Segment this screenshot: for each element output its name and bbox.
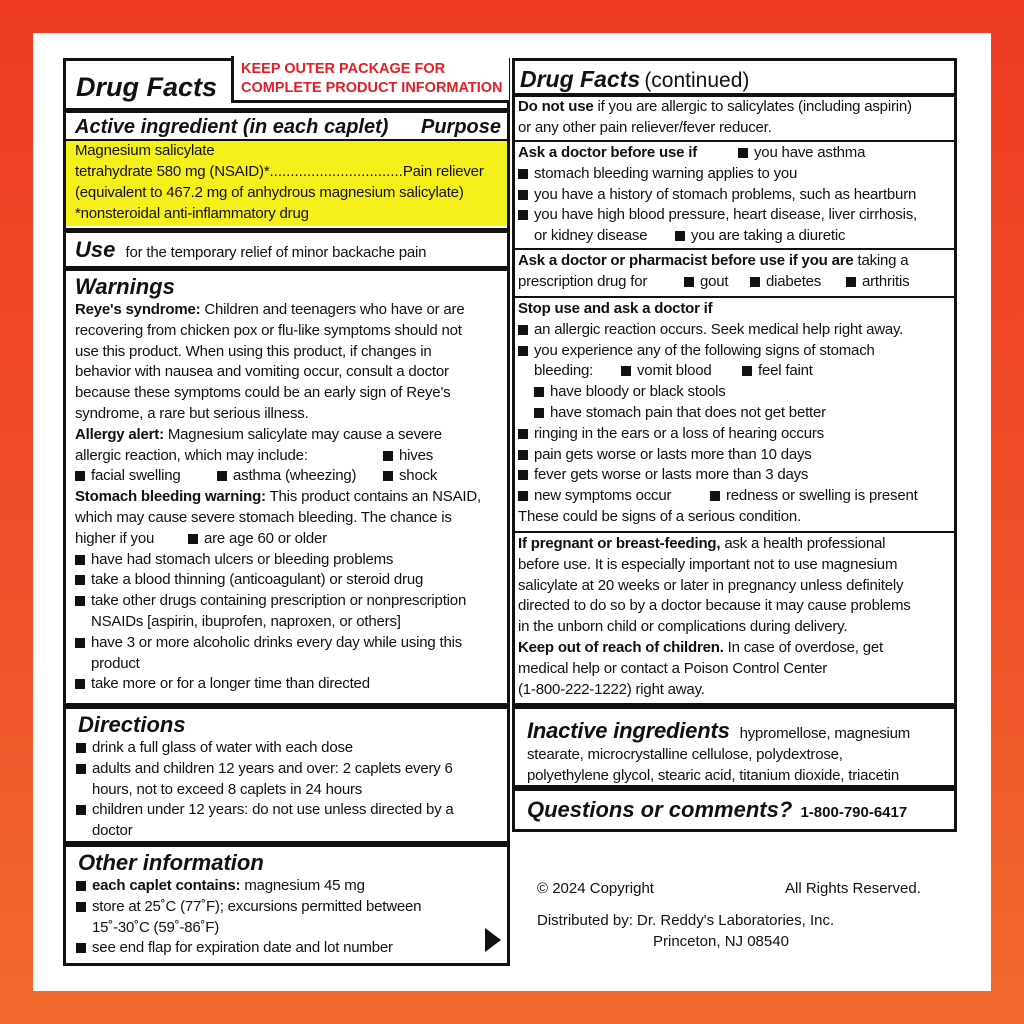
inactive-line: stearate, microcrystalline cellulose, polydextrose, (527, 745, 843, 763)
leader-dots: ................................ (269, 163, 403, 180)
reye-line: recovering from chicken pox or flu-like symptoms should not (75, 321, 462, 339)
distributor-city: Princeton, NJ 08540 (653, 933, 789, 950)
stop-use-subitem: vomit blood (621, 361, 712, 382)
play-arrow-icon (485, 928, 501, 952)
drug-facts-title: Drug Facts (76, 72, 218, 102)
questions-section (527, 797, 907, 824)
do-not-use-line: or any other pain reliever/fever reducer. (518, 118, 772, 136)
stomach-item: take more or for a longer time than directed (75, 674, 505, 695)
purpose-value: Pain reliever (402, 163, 484, 180)
ask-pharmacist-item: gout (684, 272, 728, 293)
pregnancy-label: If pregnant or breast-feeding, (518, 535, 721, 552)
divider (63, 266, 510, 271)
ask-pharmacist-section (518, 251, 953, 293)
use-text: for the temporary relief of minor backache pain (125, 244, 427, 261)
reye-line: syndrome, a rare but serious illness. (75, 404, 309, 422)
stop-use-item: pain gets worse or lasts more than 10 days (518, 445, 953, 466)
active-line-3: (equivalent to 467.2 mg of anhydrous magnesium salicylate) (75, 184, 464, 201)
stop-use-item: an allergic reaction occurs. Seek medical help right away. (518, 320, 953, 341)
purpose-heading: Purpose (421, 116, 502, 138)
stomach-line: This product contains an NSAID, (269, 488, 481, 506)
stop-use-item: redness or swelling is present (710, 486, 918, 507)
directions-heading: Directions (78, 712, 186, 737)
inactive-line: hypromellose, magnesium (739, 725, 911, 742)
ask-doctor-item: stomach bleeding warning applies to you (518, 164, 953, 185)
all-rights: All Rights Reserved. (785, 880, 921, 897)
allergy-line: allergic reaction, which may include: (75, 446, 308, 464)
pregnancy-line: in the unborn child or complications during delivery. (518, 618, 848, 636)
stop-use-label: Stop use and ask a doctor if (518, 300, 713, 317)
ask-doctor-label: Ask a doctor before use if (518, 144, 698, 161)
directions-item: drink a full glass of water with each dose (76, 738, 506, 759)
ask-doctor-section (518, 143, 953, 247)
use-section (75, 237, 426, 264)
pregnancy-line: salicylate at 20 weeks or later in pregnancy unless definitely (518, 576, 904, 594)
ask-doctor-item: you are taking a diuretic (675, 226, 845, 247)
keep-out-line: (1-800-222-1222) right away. (518, 680, 705, 698)
warnings-body (75, 300, 505, 695)
directions-list (76, 738, 506, 842)
use-heading: Use (75, 237, 116, 262)
stomach-item: take other drugs containing prescription or nonprescription (75, 591, 505, 612)
active-line-1: Magnesium salicylate (75, 142, 215, 159)
keep-out-label: Keep out of reach of children. (518, 638, 724, 656)
reye-line: because these symptoms could be an early sign of Reye's (75, 384, 451, 402)
stop-use-subitem: feel faint (742, 361, 813, 382)
stop-use-item: you experience any of the following signs of stomach (518, 341, 953, 362)
inactive-line: polyethylene glycol, stearic acid, titanium dioxide, triacetin (527, 766, 899, 784)
ask-pharmacist-line: prescription drug for (518, 272, 648, 290)
distributor: Distributed by: Dr. Reddy's Laboratories, Inc. (537, 912, 835, 929)
allergy-line: Magnesium salicylate may cause a severe (167, 425, 442, 443)
ask-pharmacist-label: Ask a doctor or pharmacist before use if you are (518, 252, 854, 269)
allergy-item: facial swelling (75, 467, 181, 484)
other-info-list (76, 876, 486, 959)
allergy-item: asthma (wheezing) (217, 466, 356, 487)
stomach-line: which may cause severe stomach bleeding. The chance is (75, 508, 452, 526)
allergy-item: shock (383, 466, 437, 487)
divider (512, 140, 957, 142)
stop-use-item-cont: bleeding: (534, 362, 594, 380)
stop-use-subitem: have stomach pain that does not get better (534, 403, 953, 424)
ask-doctor-item: you have high blood pressure, heart disease, liver cirrhosis, (518, 205, 953, 226)
do-not-use-section (518, 97, 953, 139)
ask-pharmacist-item: diabetes (750, 272, 821, 293)
ask-doctor-item: you have asthma (738, 143, 865, 164)
stomach-label: Stomach bleeding warning: (75, 488, 266, 506)
active-line-2 (75, 162, 505, 183)
stomach-item-cont: NSAIDs [aspirin, ibuprofen, naproxen, or others] (91, 612, 401, 630)
divider (512, 296, 957, 298)
stomach-item: have had stomach ulcers or bleeding problems (75, 550, 505, 571)
stop-use-item: new symptoms occur (518, 487, 671, 504)
allergy-item: hives (383, 446, 433, 467)
questions-heading: Questions or comments? (527, 797, 793, 822)
divider (63, 108, 510, 113)
keep-out-line: In case of overdose, get (727, 638, 883, 656)
pregnancy-line: directed to do so by a doctor because it may cause problems (518, 597, 911, 615)
ask-pharmacist-item: arthritis (846, 272, 909, 293)
stomach-item-cont: product (91, 654, 140, 672)
ask-doctor-item-cont: or kidney disease (534, 227, 648, 245)
pregnancy-line: ask a health professional (724, 535, 886, 552)
stomach-item: are age 60 or older (188, 529, 327, 550)
drug-facts-continued-title (520, 66, 749, 94)
pregnancy-section (518, 534, 953, 700)
ask-pharmacist-line: taking a (857, 252, 909, 269)
stomach-item: take a blood thinning (anticoagulant) or steroid drug (75, 570, 505, 591)
other-info-item: see end flap for expiration date and lot number (76, 938, 486, 959)
directions-item: children under 12 years: do not use unless directed by a (76, 800, 506, 821)
reye-line: use this product. When using this product, if changes in (75, 342, 432, 360)
do-not-use-line: if you are allergic to salicylates (including aspirin) (597, 98, 912, 115)
other-info-item: store at 25˚C (77˚F); excursions permitted between (76, 897, 486, 918)
divider (512, 531, 957, 533)
stop-use-item: ringing in the ears or a loss of hearing occurs (518, 424, 953, 445)
divider (512, 248, 957, 250)
other-info-item-cont: 15˚-30˚C (59˚-86˚F) (92, 918, 220, 936)
inactive-heading: Inactive ingredients (527, 718, 730, 743)
other-info-item (76, 876, 486, 897)
other-info-label: each caplet contains: (92, 877, 241, 894)
keep-outer-line-2: COMPLETE PRODUCT INFORMATION (241, 80, 503, 96)
pregnancy-line: before use. It is especially important not to use magnesium (518, 555, 898, 573)
stop-use-section (518, 299, 953, 528)
directions-item: adults and children 12 years and over: 2 caplets every 6 (76, 759, 506, 780)
allergy-label: Allergy alert: (75, 425, 164, 443)
other-info-heading: Other information (78, 850, 264, 875)
stomach-item: have 3 or more alcoholic drinks every day while using this (75, 633, 505, 654)
active-ingredient-heading: Active ingredient (in each caplet) (75, 116, 389, 138)
reye-line: behavior with nausea and vomiting occur, consult a doctor (75, 363, 449, 381)
questions-phone: 1-800-790-6417 (800, 804, 908, 821)
reye-line: Children and teenagers who have or are (204, 301, 465, 318)
inactive-ingredients-section (527, 718, 952, 786)
stop-use-subitem: have bloody or black stools (534, 382, 953, 403)
ask-doctor-item: you have a history of stomach problems, such as heartburn (518, 185, 953, 206)
divider (63, 228, 510, 233)
keep-out-line: medical help or contact a Poison Control Center (518, 659, 828, 677)
directions-item-cont: hours, not to exceed 8 caplets in 24 hours (92, 780, 363, 798)
stop-use-footer: These could be signs of a serious condition. (518, 507, 802, 525)
do-not-use-label: Do not use (518, 98, 594, 115)
warnings-heading: Warnings (75, 274, 175, 299)
keep-outer-line-1: KEEP OUTER PACKAGE FOR (241, 61, 446, 77)
continued-label: (continued) (644, 69, 750, 92)
stop-use-item: fever gets worse or lasts more than 3 days (518, 465, 953, 486)
copyright: © 2024 Copyright (537, 880, 654, 897)
drug-facts-title-right: Drug Facts (520, 66, 641, 92)
other-info-value: magnesium 45 mg (244, 877, 365, 894)
active-ingredient-dose: tetrahydrate 580 mg (NSAID)* (75, 163, 270, 180)
stomach-line: higher if you (75, 529, 155, 547)
reye-label: Reye's syndrome: (75, 301, 201, 318)
directions-item-cont: doctor (92, 822, 133, 840)
active-line-4: *nonsteroidal anti-inflammatory drug (75, 205, 309, 222)
